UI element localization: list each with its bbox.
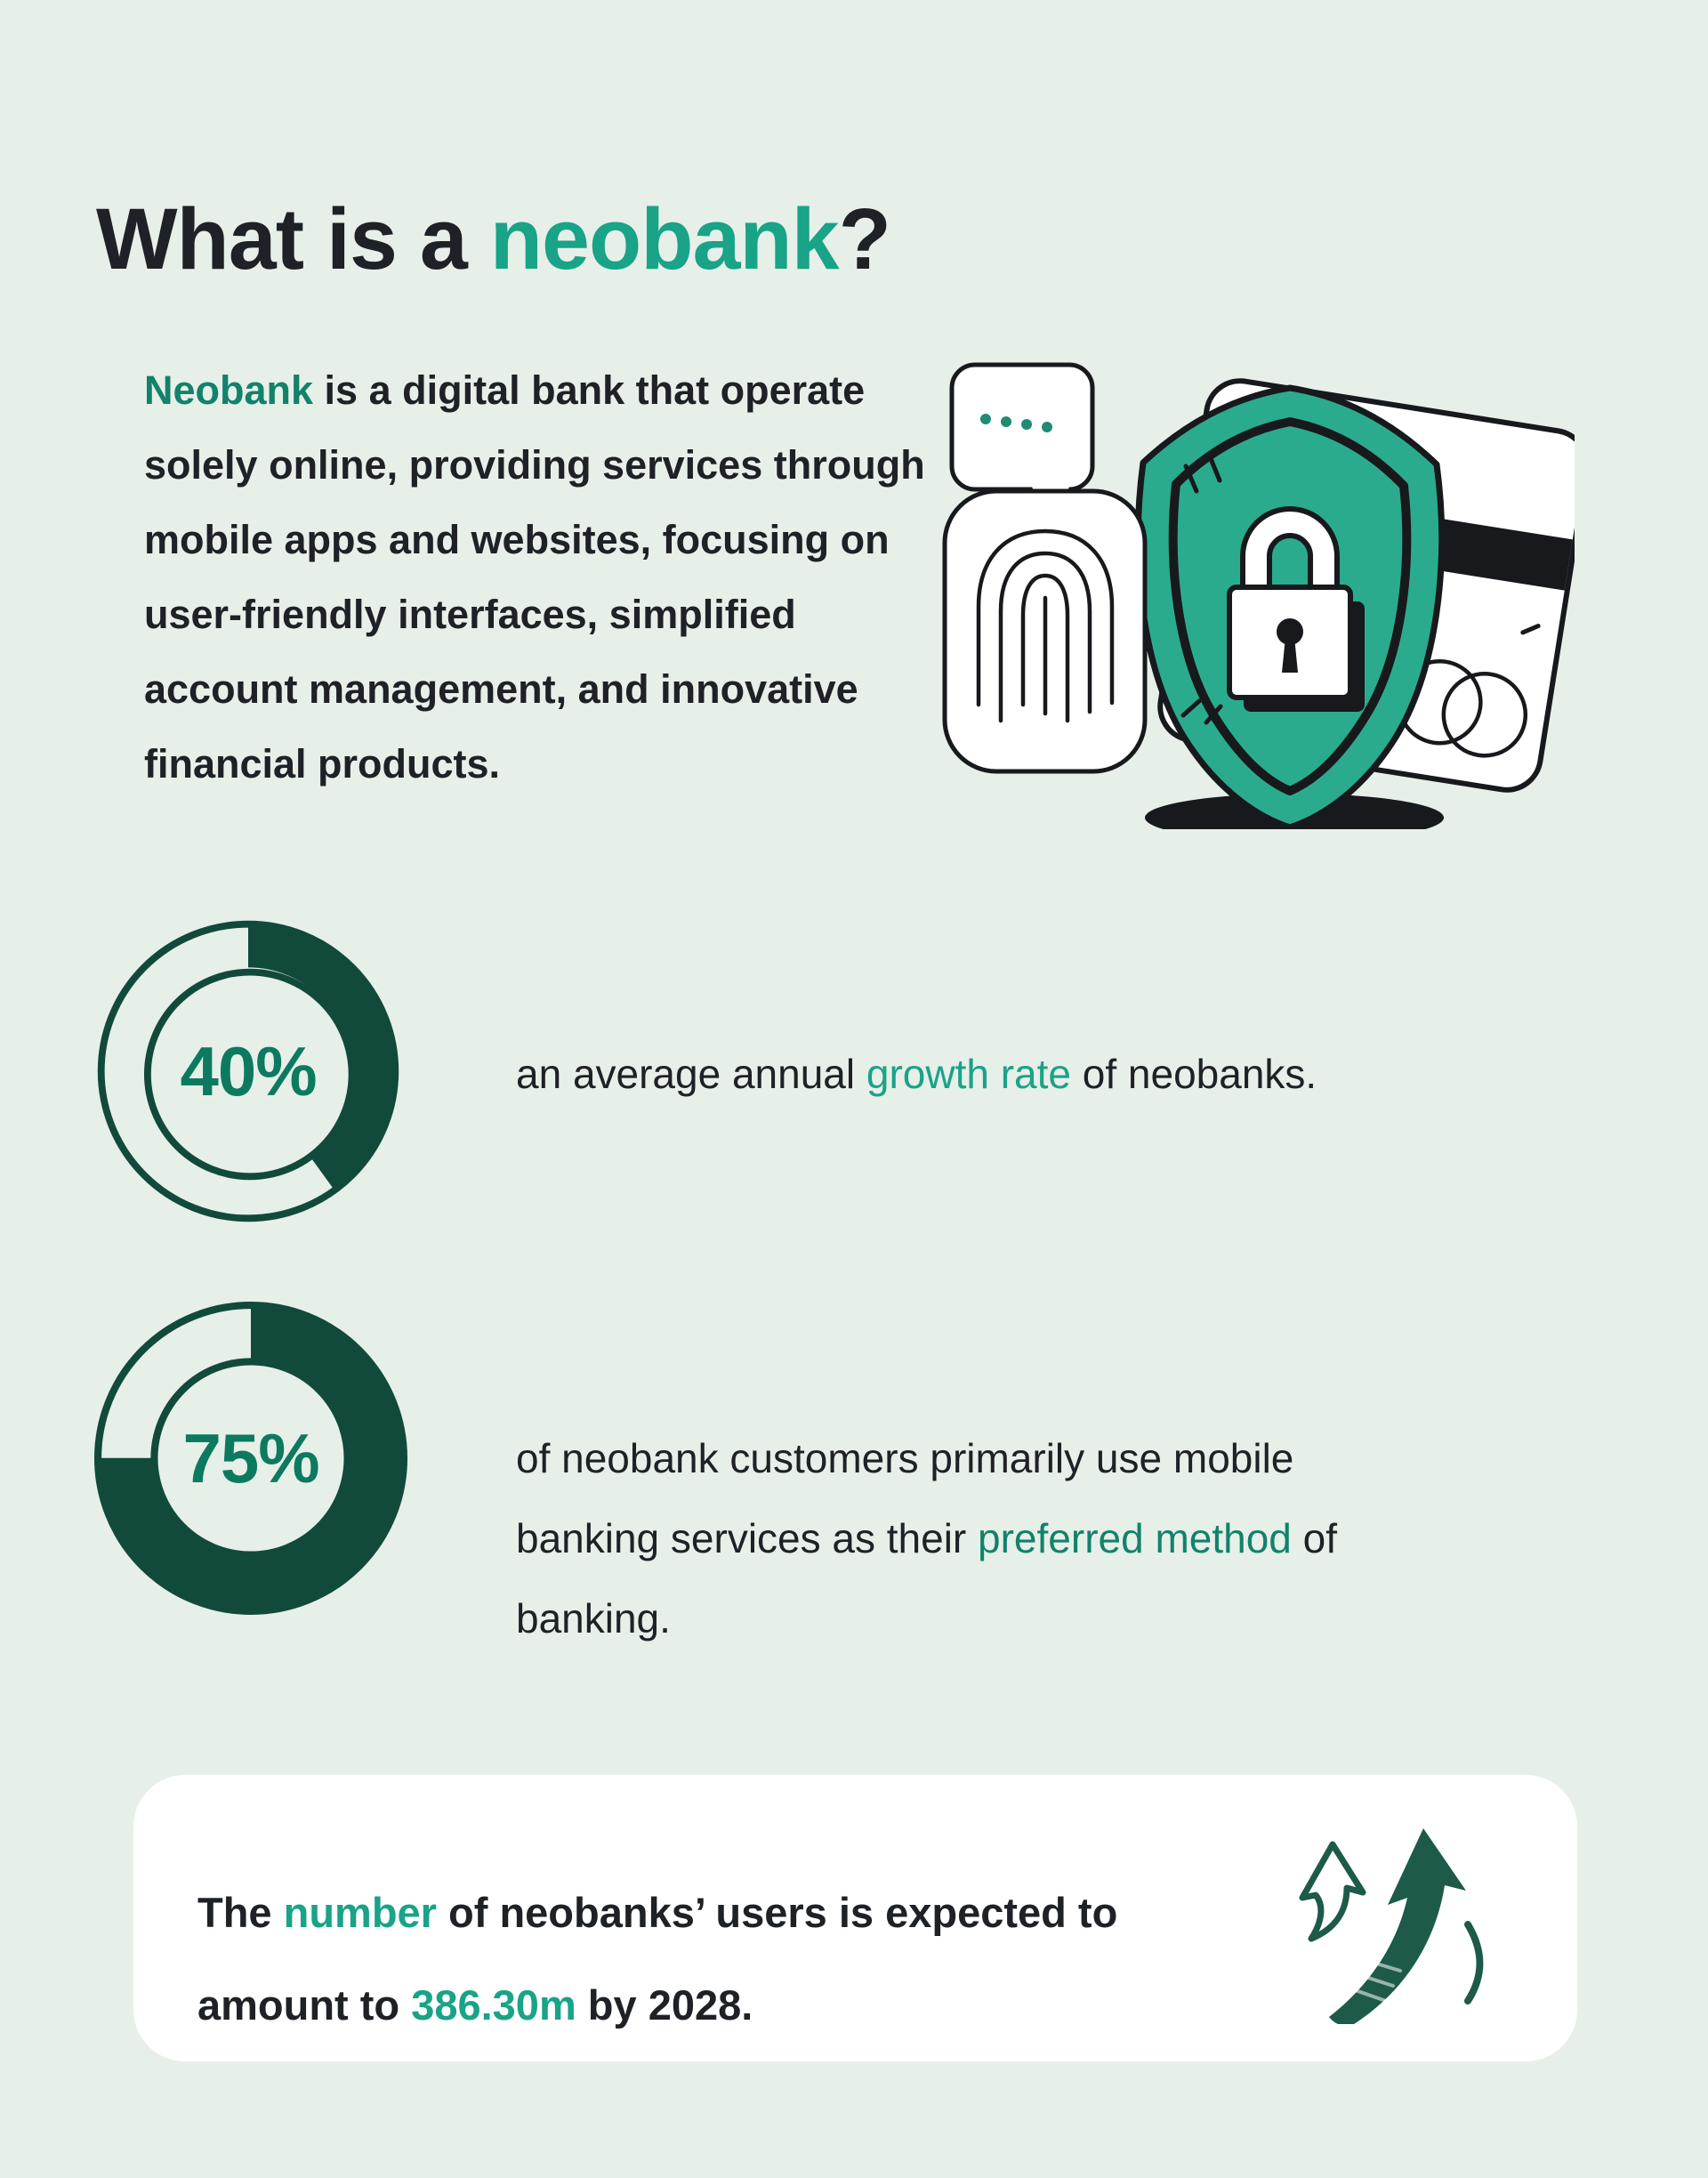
title-text-prefix: What is a — [96, 190, 490, 287]
stat-40-value: 40% — [180, 1031, 317, 1110]
stat-75-text: of neobank customers primarily use mobile banking services as their preferred method of banking. — [516, 1435, 1338, 1642]
security-illustration — [916, 331, 1575, 829]
stat-75-highlight: preferred method — [978, 1515, 1292, 1561]
stat-40-text: an average annual growth rate of neobanks. — [516, 1051, 1317, 1097]
intro-paragraph — [144, 353, 940, 802]
stat-40-highlight: growth rate — [866, 1051, 1071, 1097]
intro-highlight: Neobank — [144, 367, 314, 413]
title-text-suffix: ? — [838, 190, 890, 287]
page-title — [96, 190, 890, 289]
callout-text: The number of neobanks’ users is expected to amount to 386.30m by 2028. — [197, 1889, 1118, 2029]
growth-arrows-icon — [1276, 1811, 1498, 2024]
intro-rest: is a digital bank that operate solely online, providing services through mobile apps and websites, focusing on user-friendly interfaces, simplified account management, and innovative financial products. — [144, 367, 925, 786]
callout-card — [133, 1775, 1577, 2061]
callout-highlight-value: 386.30m — [411, 1981, 576, 2029]
stat-75-value: 75% — [182, 1418, 319, 1497]
fingerprint-icon — [945, 491, 1145, 771]
callout-highlight-number: number — [283, 1889, 437, 1936]
title-text-highlight: neobank — [489, 190, 839, 287]
